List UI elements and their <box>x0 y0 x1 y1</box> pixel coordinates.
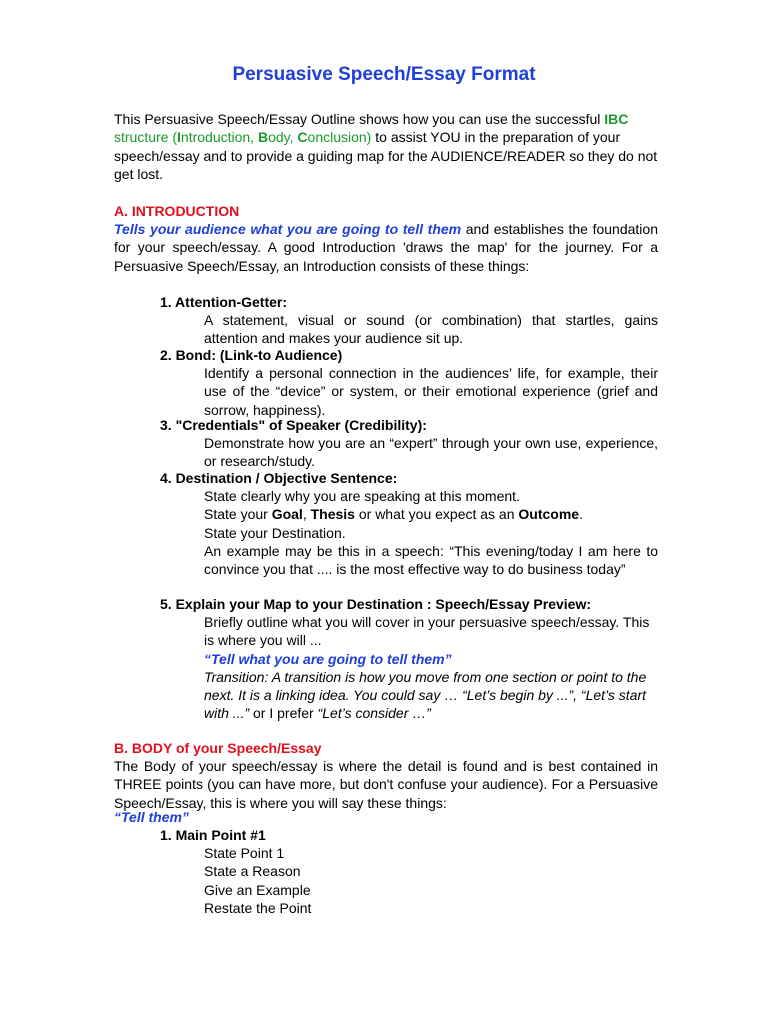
transition-end: “Let’s consider …” <box>317 705 431 722</box>
section-b-paragraph: The Body of your speech/essay is where the detail is found and is best contained in THREE points (you can have more, but don't confuse your audience). For a Persuasive Speech/Essay, this is where you will say these things: <box>114 758 658 811</box>
item-5-quote: “Tell what you are going to tell them” <box>204 650 452 667</box>
item-5-title: 5. Explain your Map to your Destination : Speech/Essay Preview: <box>160 596 592 612</box>
main-point-1-list <box>204 844 658 917</box>
item-2-body: Identify a personal connection in the audiences’ life, for example, their use of the “device” or system, or their emotional experience (grief and sorrow, happiness). <box>204 365 658 418</box>
ibc-i: I <box>177 129 181 146</box>
main-point-line: Restate the Point <box>204 899 312 916</box>
section-a-lead <box>114 220 658 275</box>
item-4-line1: State clearly why you are speaking at this moment. <box>204 488 520 504</box>
ibc-b: B <box>257 129 269 146</box>
item-4-line2 <box>204 505 658 523</box>
main-point-1-title: 1. Main Point #1 <box>160 827 266 843</box>
item-4-line2-d: . <box>579 506 583 523</box>
ibc-conclusion: onclusion) <box>307 129 372 146</box>
main-point-line: State a Reason <box>204 863 301 880</box>
item-5-body <box>204 613 658 723</box>
item-1-body: A statement, visual or sound (or combination) that startles, gains attention and makes your audience sit up. <box>204 312 658 347</box>
main-point-line: State Point 1 <box>204 845 285 861</box>
item-2-title: 2. Bond: (Link-to Audience) <box>160 347 343 363</box>
transition-text: Transition: A transition is how you move from one section or point to the next. It is a linking idea. You could say … “Let’s begin by ...”, “Let’s start with ...” <box>204 668 647 722</box>
item-5-transition <box>204 668 658 723</box>
item-3-body: Demonstrate how you are an “expert” through your own use, experience, or research/study. <box>204 435 658 470</box>
item-4-line2-a: State your <box>204 506 272 523</box>
item-4-line4: An example may be this in a speech: “This evening/today I am here to convince you that .... is the most effective way to do business today” <box>204 542 658 578</box>
transition-plain: or I prefer <box>249 705 318 722</box>
ibc-label: IBC <box>604 111 629 127</box>
goal-word: Goal <box>271 506 303 523</box>
intro-paragraph <box>114 110 658 183</box>
item-4-line2-c: or what you expect as an <box>354 506 519 523</box>
ibc-body: ody, <box>268 129 298 146</box>
section-a-lead-italic: Tells your audience what you are going to tell them <box>114 221 462 237</box>
outcome-word: Outcome <box>518 506 580 523</box>
item-5-line1: Briefly outline what you will cover in your persuasive speech/essay. This is where you will ... <box>204 614 650 649</box>
item-4-body <box>204 487 658 578</box>
thesis-word: Thesis <box>310 506 355 523</box>
intro-text-part2: to assist YOU in the preparation of your speech/essay and to provide a guiding map for the AUDIENCE/READER so they do not get lost. <box>114 129 658 182</box>
intro-text-part1: This Persuasive Speech/Essay Outline shows how you can use the successful <box>114 111 601 127</box>
item-4-line3: State your Destination. <box>204 524 346 541</box>
section-a-lead-rest: and establishes the foundation for your speech/essay. A good Introduction 'draws the map' for the journey. For a Persuasive Speech/Essay, an Introduction consists of these things: <box>114 221 658 274</box>
structure-word: structure ( <box>114 129 178 146</box>
item-3-title: 3. "Credentials" of Speaker (Credibility): <box>160 417 427 433</box>
page-title: Persuasive Speech/Essay Format <box>232 64 536 85</box>
item-4-title: 4. Destination / Objective Sentence: <box>160 470 398 486</box>
tell-them-quote: “Tell them” <box>114 809 189 825</box>
section-b-heading: B. BODY of your Speech/Essay <box>114 740 322 756</box>
section-a-heading: A. INTRODUCTION <box>114 203 240 219</box>
item-1-title: 1. Attention-Getter: <box>160 294 288 310</box>
item-4-line2-b: , <box>302 506 311 523</box>
main-point-line: Give an Example <box>204 881 311 898</box>
ibc-c: C <box>297 129 308 146</box>
ibc-introduction: ntroduction, <box>180 129 258 146</box>
